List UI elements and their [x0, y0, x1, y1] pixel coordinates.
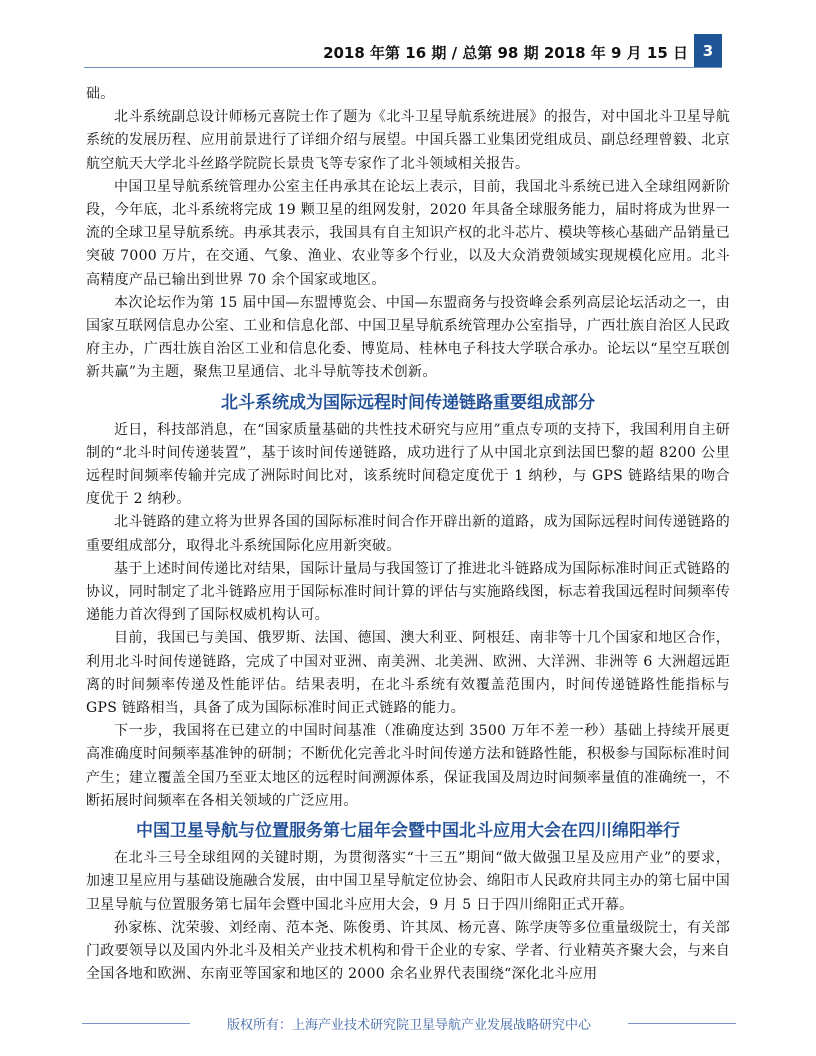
paragraph: 目前，我国已与美国、俄罗斯、法国、德国、澳大利亚、阿根廷、南非等十几个国家和地区合作，利用北斗时间传递链路，完成了中国对亚洲、南美洲、北美洲、欧洲、大洋洲、非洲等 6 大洲超远距离的时间频率传递及性能评估。结果表明，在北斗系统有效覆盖范围内，时间传递链路性能指标与 GPS 链路相当，具备了成为国际标准时间正式链路的能力。 — [86, 630, 730, 717]
page-footer — [0, 1012, 816, 1036]
paragraph: 础。 — [86, 86, 115, 102]
paragraph: 下一步，我国将在已建立的中国时间基准（准确度达到 3500 万年不差一秒）基础上持续开展更高准确度时间频率基准钟的研制；不断优化完善北斗时间传递方法和链路性能，积极参与国际标准时间产生；建立覆盖全国乃至亚太地区的远程时间溯源体系，保证我国及周边时间频率量值的准确统一，不断拓展时间频率在各相关领域的广泛应用。 — [86, 723, 730, 809]
paragraph: 孙家栋、沈荣骏、刘经南、范本尧、陈俊勇、许其凤、杨元喜、陈学庚等多位重量级院士，有关部门政要领导以及国内外北斗及相关产业技术机构和骨干企业的专家、学者、行业精英齐聚大会，与来自全国各地和欧洲、东南亚等国家和地区的 2000 余名业界代表围绕“深化北斗应用 — [86, 919, 730, 983]
article-body — [86, 83, 730, 986]
paragraph: 在北斗三号全球组网的关键时期，为贯彻落实“十三五”期间“做大做强卫星及应用产业”的要求，加速卫星应用与基础设施融合发展，由中国卫星导航定位协会、绵阳市人民政府共同主办的第七届中国卫星导航与位置服务第七届年会暨中国北斗应用大会，9 月 5 日于四川绵阳正式开幕。 — [86, 850, 730, 913]
page-number-badge: 3 — [694, 34, 722, 68]
footer-line-right — [628, 1023, 736, 1024]
paragraph: 北斗链路的建立将为世界各国的国际标准时间合作开辟出新的道路，成为国际远程时间传递链路的重要组成部分，取得北斗系统国际化应用新突破。 — [86, 514, 730, 554]
header-divider — [84, 67, 722, 68]
section-heading: 北斗系统成为国际远程时间传递链路重要组成部分 — [221, 392, 595, 413]
section-heading: 中国卫星导航与位置服务第七届年会暨中国北斗应用大会在四川绵阳举行 — [136, 821, 680, 842]
paragraph: 基于上述时间传递比对结果，国际计量局与我国签订了推进北斗链路成为国际标准时间正式链路的协议，同时制定了北斗链路应用于国际标准时间计算的评估与实施路线图，标志着我国远程时间频率传递能力首次得到了国际权威机构认可。 — [86, 560, 730, 624]
paragraph: 近日，科技部消息，在“国家质量基础的共性技术研究与应用”重点专项的支持下，我国利用自主研制的“北斗时间传递装置”，基于该时间传递链路，成功进行了从中国北京到法国巴黎的超 8200 公里远程时间频率传输并完成了洲际时间比对，该系统时间稳定度优于 1 纳秒，与 GPS 链路结果的吻合度优于 2 纳秒。 — [86, 421, 730, 508]
paragraph: 北斗系统副总设计师杨元喜院士作了题为《北斗卫星导航系统进展》的报告，对中国北斗卫星导航系统的发展历程、应用前景进行了详细介绍与展望。中国兵器工业集团党组成员、副总经理曾毅、北京航空航天大学北斗丝路学院院长景贵飞等专家作了北斗领域相关报告。 — [86, 109, 730, 172]
copyright-text: 版权所有：上海产业技术研究院卫星导航产业发展战略研究中心 — [226, 1018, 591, 1033]
page-header — [0, 34, 816, 68]
paragraph: 中国卫星导航系统管理办公室主任冉承其在论坛上表示，目前，我国北斗系统已进入全球组网新阶段，今年底，北斗系统将完成 19 颗卫星的组网发射，2020 年具备全球服务能力，届时将成为世界一流的全球卫星导航系统。冉承其表示，我国具有自主知识产权的北斗芯片、模块等核心基础产品销量已突破 7000 万片，在交通、气象、渔业、农业等多个行业，以及大众消费领域实现规模化应用。北斗高精度产品已输出到世界 70 余个国家或地区。 — [86, 178, 730, 288]
paragraph: 本次论坛作为第 15 届中国—东盟博览会、中国—东盟商务与投资峰会系列高层论坛活动之一，由国家互联网信息办公室、工业和信息化部、中国卫星导航系统管理办公室指导，广西壮族自治区人民政府主办，广西壮族自治区工业和信息化委、博览局、桂林电子科技大学联合承办。论坛以“星空互联创新共赢”为主题，聚焦卫星通信、北斗导航等技术创新。 — [86, 294, 730, 381]
footer-line-left — [82, 1023, 190, 1024]
issue-info: 2018 年第 16 期 / 总第 98 期 2018 年 9 月 15 日 — [323, 44, 688, 62]
